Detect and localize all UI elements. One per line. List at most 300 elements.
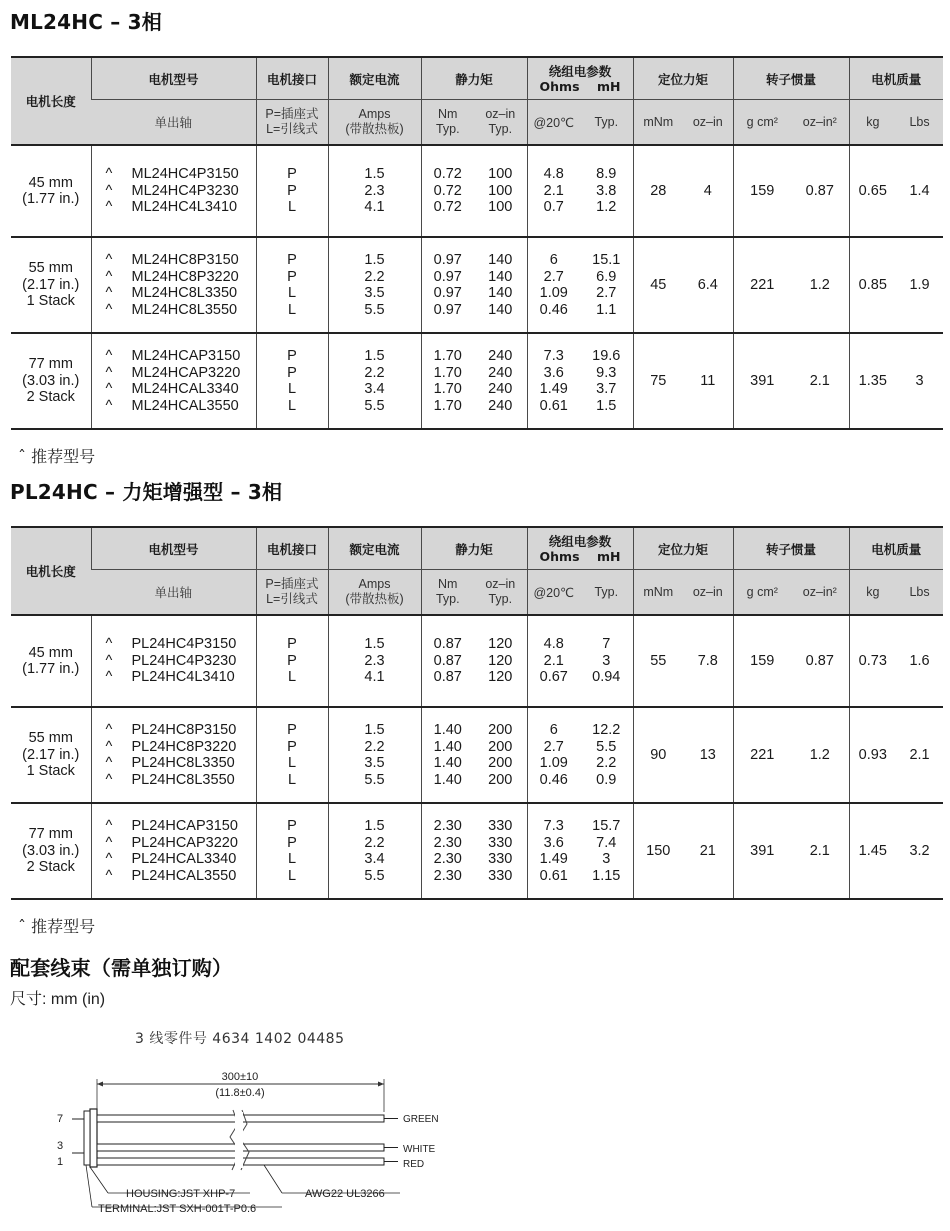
model-number: ML24HC8P3150 [131, 252, 239, 268]
col-header-winding [527, 57, 633, 100]
detent-ozin-sub: oz–in [683, 100, 733, 146]
model-entry [106, 252, 256, 269]
torque-ozin-value: 240 [488, 397, 513, 414]
mass-kg: 1.45 [849, 803, 896, 899]
torque-nm-value: 0.87 [433, 636, 462, 653]
torque-nm [421, 615, 474, 707]
col-header-winding [527, 527, 633, 570]
connector [256, 707, 328, 803]
harness-part-number: 3 线零件号 4634 1402 04485 [135, 1031, 345, 1047]
length-line: 55 mm [28, 260, 73, 277]
recommended-mark: ^ [105, 652, 113, 669]
resistance-ohms-value: 6 [549, 252, 558, 268]
inductance-mh-value: 19.6 [592, 348, 621, 364]
connector-value: P [287, 738, 297, 755]
model-number: PL24HC4P3150 [131, 636, 237, 653]
resistance-ohms-value: 6 [549, 722, 558, 738]
torque-ozin-value: 140 [488, 285, 513, 301]
motor-length [11, 615, 91, 707]
resistance-ohms-value: 0.7 [543, 199, 564, 216]
model-list [91, 707, 256, 803]
rated-current-value: 3.4 [364, 851, 385, 867]
torque-nm-value: 2.30 [433, 851, 462, 867]
rated-current-value: 1.5 [364, 166, 385, 183]
torque-ozin-value: 330 [488, 834, 513, 851]
model-entry [106, 199, 256, 216]
torque-nm-value: 2.30 [433, 818, 462, 834]
model-entry [106, 302, 256, 319]
torque-ozin [474, 803, 527, 899]
torque-nm-value: 1.40 [433, 755, 462, 771]
connector-sub [256, 100, 328, 146]
winding-title: 绕组电参数 [548, 533, 612, 549]
recommended-mark: ^ [105, 268, 113, 285]
inertia-ozin2: 0.87 [791, 145, 849, 237]
inductance-mh-value: 1.1 [596, 301, 617, 318]
model-entry [106, 722, 256, 739]
resistance-ohms-value: 2.1 [543, 652, 564, 669]
col-header-mass: 电机质量 [849, 57, 943, 100]
rated-current [328, 615, 421, 707]
torque-ozin-value: 200 [488, 738, 513, 755]
inertia-oz-sub: oz–in² [791, 570, 849, 616]
torque-ozin-value: 240 [488, 381, 513, 397]
mass-kg-sub: kg [849, 100, 896, 146]
inductance-mh-value: 0.9 [596, 771, 617, 788]
torque-ozin [474, 237, 527, 333]
mass-kg: 0.93 [849, 707, 896, 803]
detent-mnm: 55 [633, 615, 683, 707]
model-number: ML24HC8L3550 [131, 301, 238, 318]
detent-ozin: 4 [683, 145, 733, 237]
rated-current-value: 4.1 [364, 669, 385, 686]
harness-length-in: (11.8±0.4) [215, 1087, 265, 1099]
pin-label-1: 1 [57, 1156, 64, 1168]
torque-nm [421, 803, 474, 899]
col-header-length: 电机长度 [11, 527, 91, 615]
model-entry [106, 183, 256, 200]
length-line: (3.03 in.) [22, 842, 80, 859]
model-entry [106, 381, 256, 398]
rated-current-value: 2.2 [364, 834, 385, 851]
connector-value: L [287, 381, 297, 397]
header-row-sub [11, 570, 943, 616]
connector-sub [256, 570, 328, 616]
inductance-mh-value: 3.7 [596, 381, 617, 397]
inertia-ozin2: 0.87 [791, 615, 849, 707]
length-line: 2 Stack [26, 859, 75, 876]
recommended-mark: ^ [105, 851, 113, 867]
model-number: ML24HCAP3220 [131, 364, 241, 381]
inductance-mh-value: 8.9 [596, 166, 617, 183]
detent-ozin: 21 [683, 803, 733, 899]
model-list [91, 615, 256, 707]
torque-nm-value: 2.30 [433, 834, 462, 851]
harness-title: 配套线束（需单独订购） [10, 956, 233, 980]
length-line: 45 mm [28, 174, 73, 191]
mass-kg: 0.65 [849, 145, 896, 237]
recommended-mark: ^ [105, 199, 113, 216]
recommended-mark: ^ [105, 252, 113, 268]
col-header-current: 额定电流 [328, 527, 421, 570]
inductance-mh-value: 9.3 [596, 364, 617, 381]
rated-current [328, 237, 421, 333]
torque-ozin-value: 330 [488, 867, 513, 884]
col-header-length: 电机长度 [11, 57, 91, 145]
torque-nm-value: 1.70 [433, 364, 462, 381]
resistance-ohms-value: 4.8 [543, 636, 564, 653]
inductance-mh-value: 2.2 [596, 755, 617, 771]
recommended-mark: ^ [105, 348, 113, 364]
inductance-mh-value: 3 [602, 652, 611, 669]
model-number: PL24HCAL3340 [131, 851, 237, 867]
wire-label-white: WHITE [403, 1144, 436, 1155]
model-list [91, 333, 256, 429]
recommended-mark: ^ [105, 364, 113, 381]
rated-current [328, 333, 421, 429]
model-entry [106, 348, 256, 365]
header-row-top [11, 57, 943, 100]
length-line: 55 mm [28, 730, 73, 747]
inductance-mh [580, 615, 633, 707]
recommended-mark: ^ [105, 636, 113, 653]
col-header-detent: 定位力矩 [633, 527, 733, 570]
length-line: 77 mm [28, 826, 73, 843]
mh-sub: Typ. [580, 100, 633, 146]
resistance-ohms [527, 145, 580, 237]
torque-nm-value: 0.97 [433, 285, 462, 301]
resistance-ohms [527, 237, 580, 333]
mass-lbs: 1.9 [896, 237, 943, 333]
rated-current-value: 2.2 [364, 738, 385, 755]
torque-nm-sub [421, 100, 474, 146]
model-number: PL24HC4P3230 [131, 652, 237, 669]
terminal-label: TERMINAL:JST SXH-001T-P0.6 [98, 1203, 257, 1215]
motor-group-row [11, 707, 943, 803]
detent-mnm-sub: mNm [633, 100, 683, 146]
torque-nm-value: 1.40 [433, 771, 462, 788]
resistance-ohms-value: 1.09 [539, 755, 568, 771]
torque-ozin-value: 140 [488, 301, 513, 318]
resistance-ohms-value: 7.3 [543, 818, 564, 834]
conn-sub-p: P=插座式 [265, 577, 319, 591]
rated-current-value: 3.4 [364, 381, 385, 397]
torque-nm-value: 0.97 [433, 301, 462, 318]
torque-ozin-value: 240 [488, 364, 513, 381]
model-entry [106, 755, 256, 772]
model-list [91, 145, 256, 237]
harness-diagram [50, 1062, 470, 1222]
model-entry [106, 739, 256, 756]
model-entry [106, 835, 256, 852]
motor-length [11, 237, 91, 333]
inductance-mh-value: 15.1 [592, 252, 621, 268]
connector-value: P [287, 722, 297, 738]
resistance-ohms-value: 0.61 [539, 397, 568, 414]
rated-current [328, 145, 421, 237]
rated-current-value: 1.5 [364, 348, 385, 364]
recommended-mark: ^ [105, 818, 113, 834]
amps-label: Amps [358, 577, 391, 591]
model-entry [106, 653, 256, 670]
resistance-ohms [527, 333, 580, 429]
connector-value: P [287, 818, 297, 834]
length-line: (2.17 in.) [22, 276, 80, 293]
col-header-model: 电机型号 [91, 57, 256, 100]
inductance-mh [580, 145, 633, 237]
inertia-g-sub: g cm² [733, 100, 791, 146]
torque-nm-value: 0.97 [433, 268, 462, 285]
recommended-mark: ^ [105, 397, 113, 414]
torque-nm-value: 0.87 [433, 669, 462, 686]
torque-ozin-value: 330 [488, 818, 513, 834]
model-entry [106, 269, 256, 286]
connector-value: L [287, 771, 297, 788]
nm-typ-label: Typ. [435, 592, 460, 606]
inductance-mh [580, 803, 633, 899]
resistance-ohms-value: 1.49 [539, 381, 568, 397]
model-number: PL24HC8P3150 [131, 722, 237, 738]
rated-current-value: 3.5 [364, 285, 385, 301]
torque-ozin-value: 120 [488, 636, 513, 653]
torque-ozin [474, 145, 527, 237]
connector-value: P [287, 166, 297, 183]
length-line: (1.77 in.) [22, 191, 80, 207]
ohms-label: Ohms [539, 548, 580, 564]
torque-nm-value: 1.70 [433, 381, 462, 397]
inductance-mh-value: 7 [602, 636, 611, 653]
inductance-mh-value: 7.4 [596, 834, 617, 851]
model-number: ML24HC8P3220 [131, 268, 239, 285]
inertia-gcm2: 391 [733, 803, 791, 899]
model-number: PL24HCAP3150 [131, 818, 238, 834]
current-sub [328, 570, 421, 616]
motor-group-row [11, 333, 943, 429]
torque-ozin-value: 120 [488, 669, 513, 686]
conn-sub-p: P=插座式 [265, 107, 319, 121]
recommended-mark: ^ [105, 738, 113, 755]
rated-current [328, 707, 421, 803]
mh-sub: Typ. [580, 570, 633, 616]
length-line: 1 Stack [26, 763, 75, 780]
col-header-torque: 静力矩 [421, 527, 527, 570]
connector [256, 237, 328, 333]
inductance-mh-value: 5.5 [596, 738, 617, 755]
col-header-inertia: 转子惯量 [733, 527, 849, 570]
inductance-mh-value: 3.8 [596, 182, 617, 199]
detent-mnm: 150 [633, 803, 683, 899]
model-entry [106, 818, 256, 835]
ozin-typ-label: Typ. [488, 122, 513, 136]
rated-current-value: 2.2 [364, 364, 385, 381]
housing-label: HOUSING:JST XHP-7 [126, 1188, 236, 1200]
col-header-mass: 电机质量 [849, 527, 943, 570]
connector [256, 145, 328, 237]
model-number: ML24HCAL3550 [131, 397, 239, 414]
torque-ozin-value: 200 [488, 771, 513, 788]
inductance-mh [580, 707, 633, 803]
conn-sub-l: L=引线式 [266, 122, 318, 136]
torque-nm-sub [421, 570, 474, 616]
mh-label: mH [597, 78, 621, 94]
recommended-mark: ^ [105, 166, 113, 183]
length-line: (2.17 in.) [22, 746, 80, 763]
connector-value: P [287, 636, 297, 653]
torque-ozin-value: 100 [488, 182, 513, 199]
inductance-mh-value: 15.7 [592, 818, 621, 834]
torque-ozin-value: 330 [488, 851, 513, 867]
mass-kg: 1.35 [849, 333, 896, 429]
model-number: PL24HC8L3350 [131, 755, 235, 771]
table1-title: ML24HC – 3相 [10, 10, 162, 34]
inductance-mh-value: 1.2 [596, 199, 617, 216]
inductance-mh [580, 333, 633, 429]
recommended-mark: ^ [105, 755, 113, 771]
model-entry [106, 669, 256, 686]
length-line: 2 Stack [26, 389, 75, 406]
col-header-detent: 定位力矩 [633, 57, 733, 100]
torque-ozin-value: 120 [488, 652, 513, 669]
rated-current-value: 1.5 [364, 636, 385, 653]
detent-ozin: 6.4 [683, 237, 733, 333]
torque-ozin [474, 615, 527, 707]
inductance-mh-value: 3 [602, 851, 611, 867]
inertia-gcm2: 221 [733, 237, 791, 333]
detent-ozin: 13 [683, 707, 733, 803]
connector-value: P [287, 182, 297, 199]
pin-label-7: 7 [57, 1113, 64, 1125]
detent-mnm-sub: mNm [633, 570, 683, 616]
connector-value: P [287, 268, 297, 285]
table2-note: ˆ 推荐型号 [18, 917, 96, 936]
inductance-mh [580, 237, 633, 333]
torque-nm [421, 707, 474, 803]
detent-mnm: 90 [633, 707, 683, 803]
resistance-ohms-value: 0.46 [539, 301, 568, 318]
rated-current-value: 5.5 [364, 771, 385, 788]
connector-value: P [287, 652, 297, 669]
torque-nm-value: 1.70 [433, 397, 462, 414]
inertia-gcm2: 221 [733, 707, 791, 803]
torque-nm-value: 0.97 [433, 252, 462, 268]
model-entry [106, 365, 256, 382]
torque-oz-sub [474, 100, 527, 146]
col-header-current: 额定电流 [328, 57, 421, 100]
inertia-gcm2: 159 [733, 615, 791, 707]
model-number: ML24HCAP3150 [131, 348, 241, 364]
winding-title: 绕组电参数 [548, 63, 612, 79]
header-row-sub [11, 100, 943, 146]
mass-lbs-sub: Lbs [896, 570, 943, 616]
rated-current-value: 5.5 [364, 867, 385, 884]
wire-label-red: RED [403, 1159, 425, 1170]
inductance-mh-value: 6.9 [596, 268, 617, 285]
detent-ozin-sub: oz–in [683, 570, 733, 616]
connector-value: L [287, 301, 297, 318]
torque-nm-value: 2.30 [433, 867, 462, 884]
torque-ozin-value: 100 [488, 199, 513, 216]
harness-length-mm: 300±10 [221, 1071, 259, 1083]
model-number: PL24HC4L3410 [131, 669, 235, 686]
ozin-typ-label: Typ. [488, 592, 513, 606]
torque-ozin-value: 200 [488, 755, 513, 771]
rated-current-value: 1.5 [364, 722, 385, 738]
pl24hc-spec-table [11, 526, 943, 900]
col-header-inertia: 转子惯量 [733, 57, 849, 100]
connector-value: P [287, 364, 297, 381]
conn-sub-l: L=引线式 [266, 592, 318, 606]
model-number: ML24HC4P3230 [131, 182, 239, 199]
rated-current-value: 2.2 [364, 268, 385, 285]
motor-length [11, 803, 91, 899]
torque-nm-value: 0.72 [433, 199, 462, 216]
rated-current-value: 1.5 [364, 252, 385, 268]
model-number: ML24HC4L3410 [131, 199, 238, 216]
nm-typ-label: Typ. [435, 122, 460, 136]
recommended-mark: ^ [105, 867, 113, 884]
motor-group-row [11, 145, 943, 237]
ml24hc-spec-table [11, 56, 943, 430]
resistance-ohms-value: 2.1 [543, 182, 564, 199]
motor-group-row [11, 237, 943, 333]
heatsink-label: (带散热板) [345, 592, 404, 606]
wire-label-green: GREEN [403, 1114, 439, 1125]
connector-value: L [287, 755, 297, 771]
torque-nm-value: 0.72 [433, 182, 462, 199]
model-entry [106, 398, 256, 415]
connector-value: L [287, 851, 297, 867]
ohms-sub: @20℃ [527, 570, 580, 616]
inductance-mh-value: 1.5 [596, 397, 617, 414]
resistance-ohms [527, 803, 580, 899]
model-list [91, 803, 256, 899]
model-sub: 单出轴 [91, 100, 256, 146]
col-header-connector: 电机接口 [256, 57, 328, 100]
inertia-ozin2: 1.2 [791, 707, 849, 803]
inertia-g-sub: g cm² [733, 570, 791, 616]
recommended-mark: ^ [105, 771, 113, 788]
header-row-top [11, 527, 943, 570]
ohms-label: Ohms [539, 78, 580, 94]
resistance-ohms [527, 707, 580, 803]
ohms-sub: @20℃ [527, 100, 580, 146]
mass-lbs: 2.1 [896, 707, 943, 803]
connector-value: P [287, 834, 297, 851]
model-list [91, 237, 256, 333]
mass-kg-sub: kg [849, 570, 896, 616]
inductance-mh-value: 2.7 [596, 285, 617, 301]
motor-group-row [11, 803, 943, 899]
nm-label: Nm [438, 577, 458, 591]
mh-label: mH [597, 548, 621, 564]
inductance-mh-value: 1.15 [592, 867, 621, 884]
model-entry [106, 636, 256, 653]
inductance-mh-value: 0.94 [592, 669, 621, 686]
col-header-connector: 电机接口 [256, 527, 328, 570]
model-number: PL24HCAL3550 [131, 867, 237, 884]
torque-nm-value: 1.70 [433, 348, 462, 364]
detent-mnm: 45 [633, 237, 683, 333]
inertia-oz-sub: oz–in² [791, 100, 849, 146]
motor-length [11, 145, 91, 237]
mass-lbs: 1.4 [896, 145, 943, 237]
torque-nm [421, 333, 474, 429]
current-sub [328, 100, 421, 146]
nm-label: Nm [438, 107, 458, 121]
col-header-model: 电机型号 [91, 527, 256, 570]
resistance-ohms-value: 3.6 [543, 364, 564, 381]
model-number: PL24HCAP3220 [131, 834, 238, 851]
